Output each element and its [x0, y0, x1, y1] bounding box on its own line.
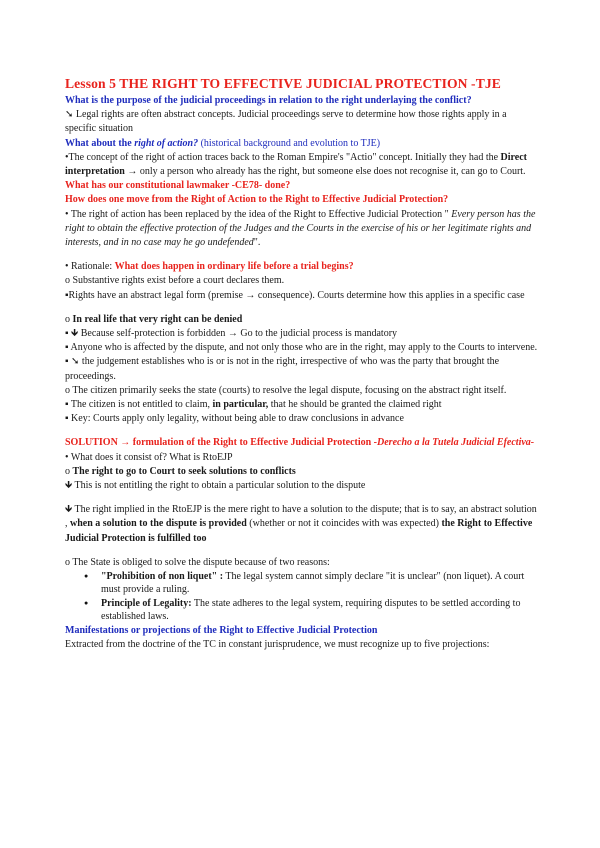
real-life-item-3: ▪ ➘ the judgement establishes who is or is not in the right, irrespective of who was the party that brought the proceedings. [65, 356, 500, 382]
reason-legality [101, 597, 540, 623]
lesson-title: Lesson 5 THE RIGHT TO EFFECTIVE JUDICIAL PROTECTION -TJE [65, 76, 501, 91]
question-purpose: What is the purpose of the judicial proceedings in relation to the right underlaying the conflict? [65, 95, 472, 106]
roman-actio-text-b: → only a person who already has the right, but someone else does not recognise it, can go to Court. [124, 166, 526, 178]
real-life-item-4: o The citizen primarily seeks the state (courts) to resolve the legal dispute, focusing on the abstract right itself. [65, 384, 507, 396]
heading-right-of-action-em: right of action? [134, 137, 199, 149]
paragraph-extracted: Extracted from the doctrine of the TC in constant jurisprudence, we must recognize up to five projections: [65, 639, 490, 651]
replaced-text-a: • The right of action has been replaced by the idea of the Right to Effective Judicial Protection " [65, 208, 452, 220]
paragraph-legal-rights: ➘ Legal rights are often abstract concepts. Judicial proceedings serve to determine how those rights apply in a specific situation [65, 109, 507, 135]
manifestations-heading: Manifestations or projections of the Right to Effective Judicial Protection [65, 625, 378, 637]
solution-item-1: • What does it consist of? What is RtoEJP [65, 451, 233, 463]
reasons-list [65, 570, 540, 623]
solution-heading-em: Derecho a la Tutela Judicial Efectiva- [377, 437, 535, 449]
reason-non-liquet [101, 570, 540, 596]
reason-legality-bold: Principle of Legality: [101, 598, 192, 610]
roman-actio-text-a: •The concept of the right of action traces back to the Roman Empire's "Actio" concept. Initially they had the [65, 151, 501, 163]
question-move-to-rtejp: How does one move from the Right of Action to the Right to Effective Judicial Protection? [65, 194, 449, 206]
replaced-quote: Every person has the right to obtain the effective protection of the Judges and the Courts in the exercise of his or her legitimate rights and interests, and in no case may he go undefended [65, 208, 536, 249]
mere-right-bold: when a solution to the dispute is provided [70, 518, 247, 530]
solution-item-2-bold: The right to go to Court to seek solutions to conflicts [72, 465, 296, 477]
real-life-bullet: o [65, 313, 73, 325]
rationale-label: • Rationale: [65, 261, 115, 273]
real-life-item-1: ▪ 🡻 Because self-protection is forbidden → Go to the judicial process is mandatory [65, 328, 398, 340]
paragraph-mere-right [65, 503, 540, 546]
heading-right-of-action [65, 137, 540, 151]
solution-heading-text: SOLUTION → formulation of the Right to Effective Judicial Protection - [65, 437, 378, 449]
solution-item-3: 🡻 This is not entitling the right to obtain a particular solution to the dispute [65, 480, 366, 492]
paragraph-roman-actio [65, 151, 540, 179]
mere-right-a: 🡻 The right implied in the RtoEJP is the mere right to have a solution to the dispute; that is to say, an abstract solution , [65, 504, 537, 530]
solution-heading [65, 436, 540, 450]
real-life-item-5-a: ▪ The citizen is not entitled to claim, [65, 399, 213, 411]
document-page [65, 76, 540, 653]
real-life-item-5-b: that he should be granted the claimed right [268, 399, 442, 411]
paragraph-replaced [65, 208, 540, 251]
rationale-question: What does happen in ordinary life before a trial begins? [114, 261, 354, 273]
real-life-bold: In real life that very right can be denied [72, 313, 243, 325]
replaced-text-end: ". [253, 237, 261, 249]
state-obliged: o The State is obliged to solve the dispute because of two reasons: [65, 556, 330, 568]
heading-right-of-action-pre: What about the [65, 137, 135, 149]
mere-right-bold2: the Right to Effective Judicial Protection is fulfilled too [65, 518, 533, 544]
solution-item-2 [65, 465, 540, 479]
question-constitutional-lawmaker: What has our constitutional lawmaker -CE78- done? [65, 180, 291, 192]
heading-right-of-action-post: (historical background and evolution to TJE) [198, 137, 381, 149]
reason-non-liquet-bold: "Prohibition of non liquet" : [101, 571, 224, 583]
rationale-item-2: ▪Rights have an abstract legal form (premise → consequence). Courts determine how this applies in a specific case [65, 289, 525, 301]
rationale-item-1: o Substantive rights exist before a court declares them. [65, 275, 285, 287]
real-life-item-5 [65, 398, 540, 412]
real-life-item-5-bold: in particular, [212, 399, 269, 411]
reason-non-liquet-text: The legal system cannot simply declare "it is unclear" (non liquet). A court must provide a ruling. [101, 571, 525, 596]
real-life-heading [65, 313, 540, 327]
solution-item-2-bullet: o [65, 465, 73, 477]
real-life-item-2: ▪ Anyone who is affected by the dispute, and not only those who are in the right, may apply to the Courts to intervene. [65, 342, 538, 354]
rationale-line [65, 260, 540, 274]
mere-right-b: (whether or not it coincides with was expected) [246, 518, 442, 530]
direct-interpretation: Direct interpretation [65, 151, 528, 178]
reason-legality-text: The state adheres to the legal system, requiring disputes to be settled according to established laws. [101, 598, 521, 623]
real-life-item-6: ▪ Key: Courts apply only legality, without being able to draw conclusions in advance [65, 413, 404, 425]
